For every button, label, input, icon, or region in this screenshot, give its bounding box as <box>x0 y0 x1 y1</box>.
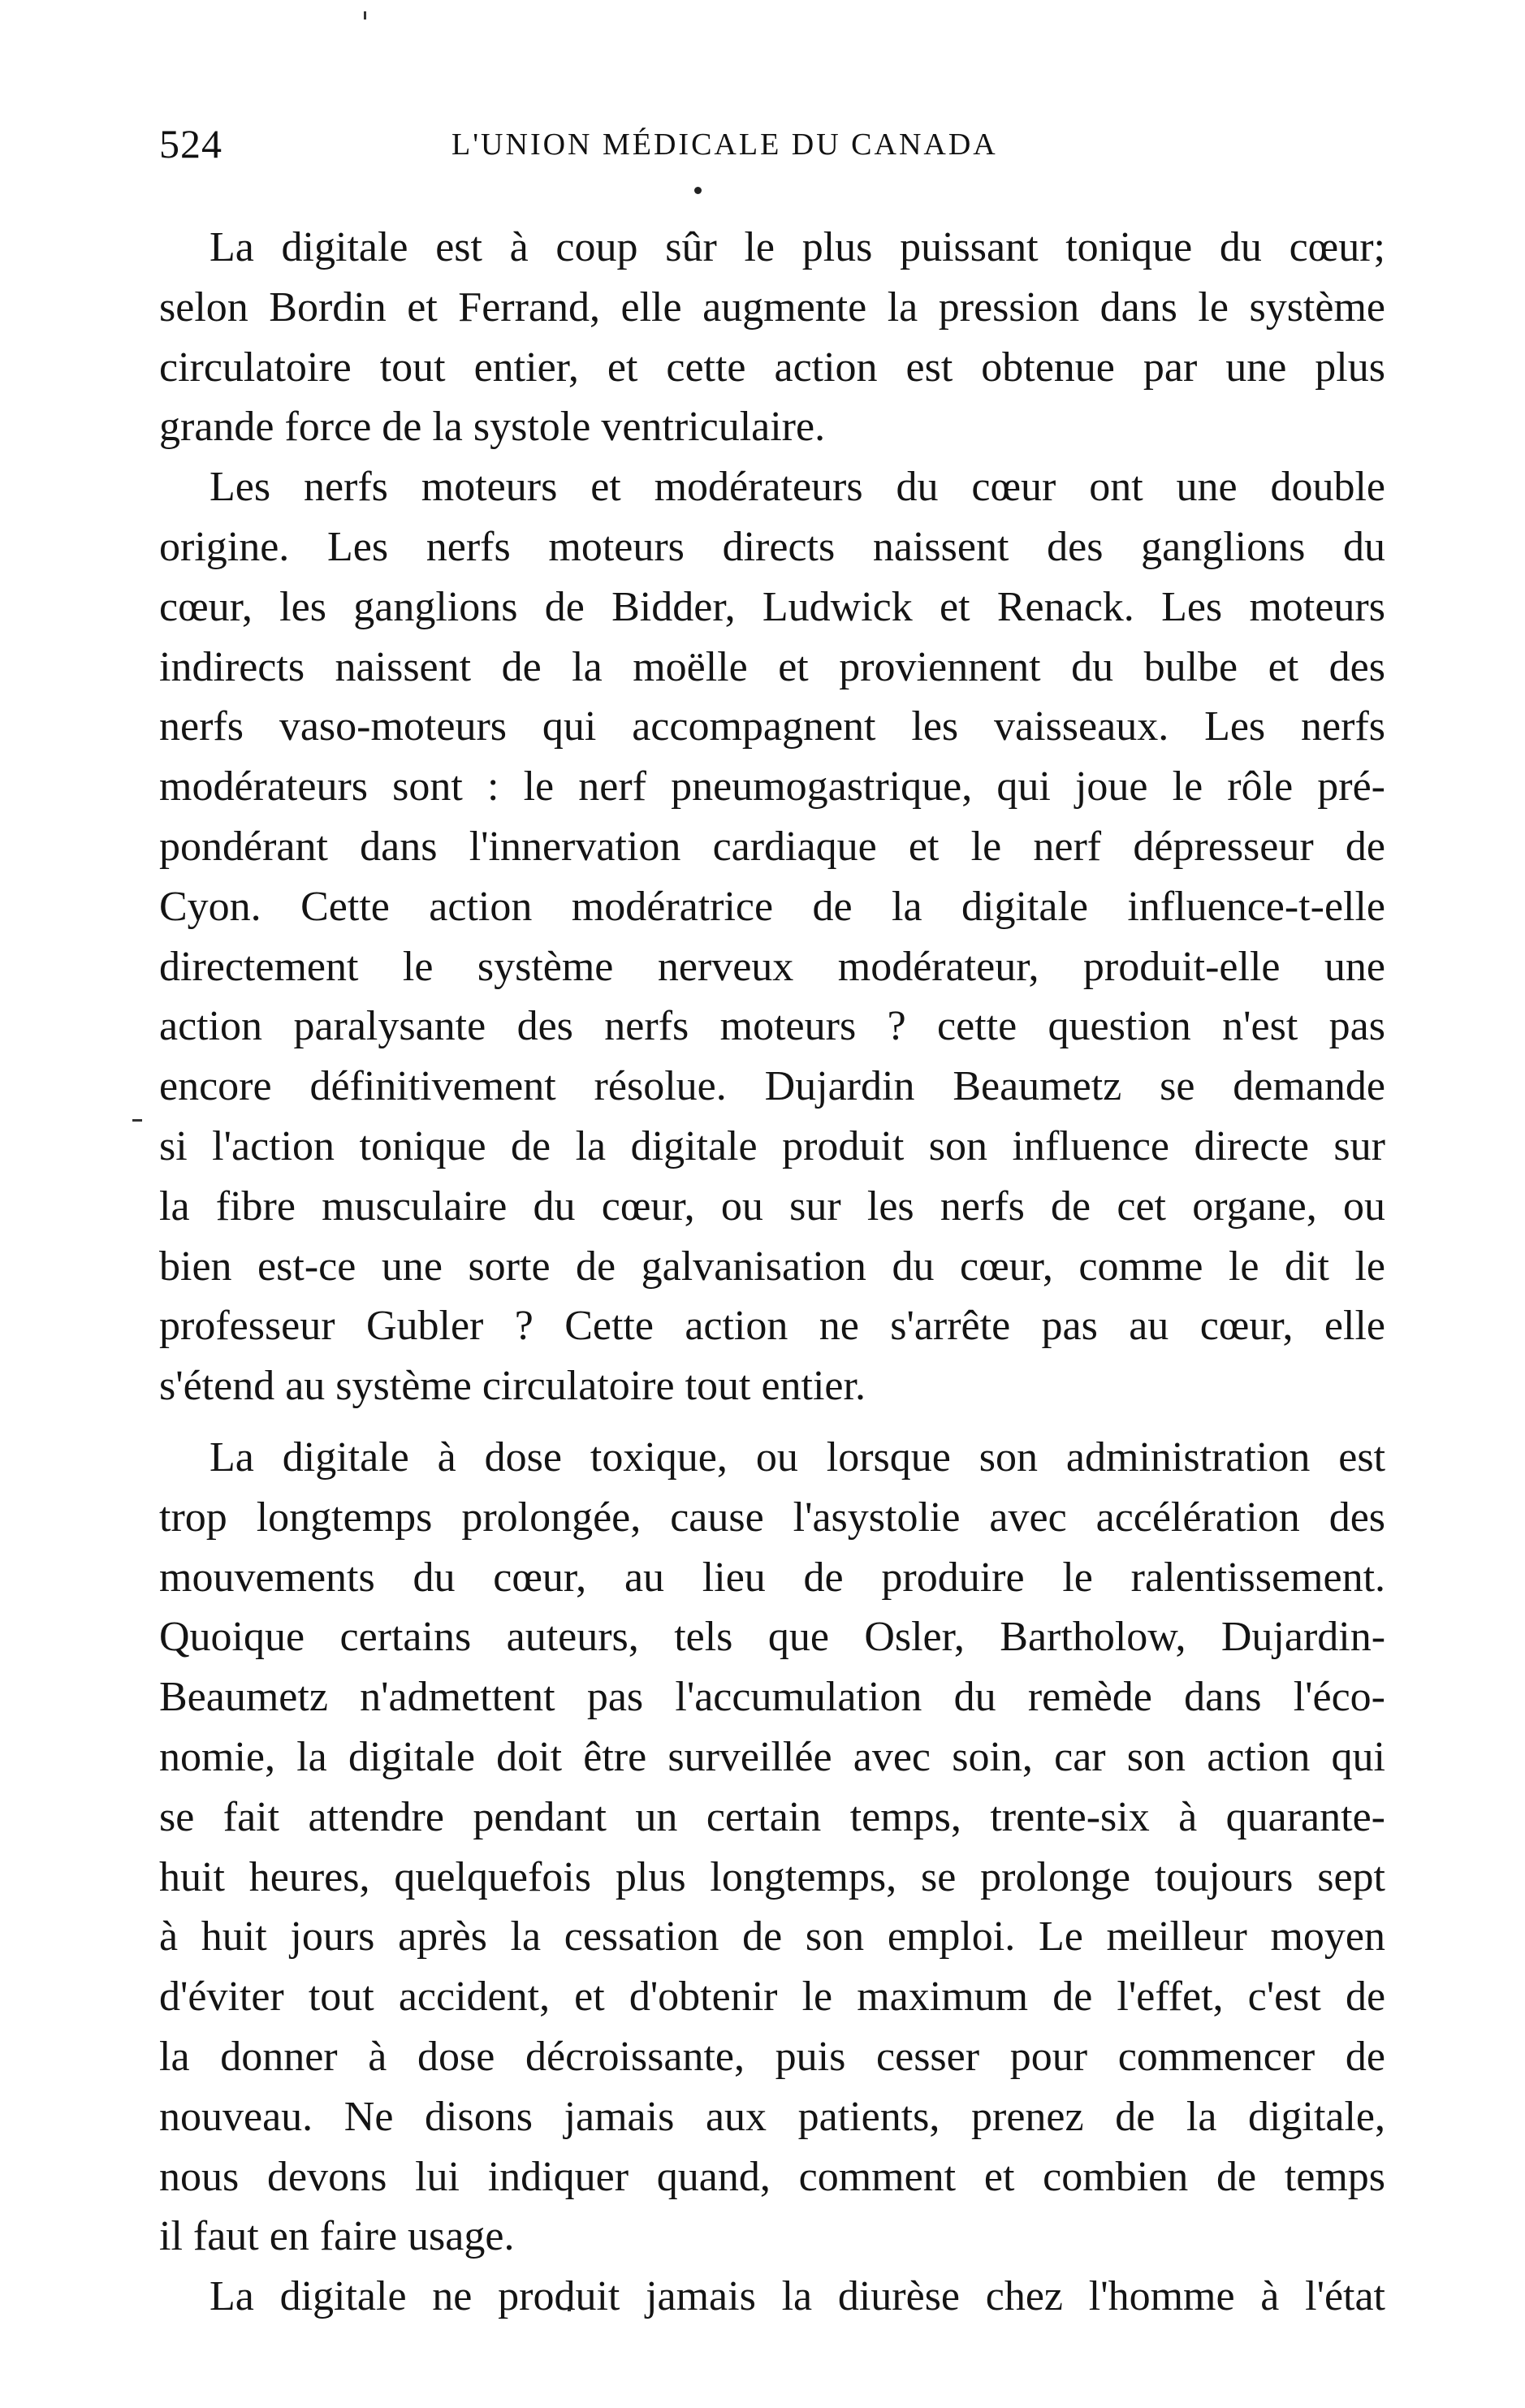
text-line: indirects naissent de la moëlle et proviennent du bulbe et des <box>159 643 1385 690</box>
text-line: huit heures, quelquefois plus longtemps, se prolonge toujours sept <box>159 1853 1385 1900</box>
text-line: nerfs vaso-moteurs qui accompagnent les vaisseaux. Les nerfs <box>159 703 1385 750</box>
text-line: il faut en faire usage. <box>159 2213 515 2260</box>
text-line: Beaumetz n'admettent pas l'accumulation du remède dans l'éco- <box>159 1674 1385 1721</box>
text-line: si l'action tonique de la digitale produit son influence directe sur <box>159 1122 1385 1169</box>
paragraph-4 <box>159 2267 1385 2327</box>
text-line: trop longtemps prolongée, cause l'asystolie avec accélération des <box>159 1494 1385 1541</box>
body-text <box>159 218 1385 2327</box>
text-line: grande force de la systole ventriculaire. <box>159 404 826 451</box>
text-line: pondérant dans l'innervation cardiaque et le nerf dépresseur de <box>159 823 1385 870</box>
text-line: la fibre musculaire du cœur, ou sur les nerfs de cet organe, ou <box>159 1182 1385 1230</box>
text-line: La digitale est à coup sûr le plus puissant tonique du cœur; <box>210 224 1385 270</box>
text-line: Les nerfs moteurs et modérateurs du cœur ont une double <box>210 464 1385 511</box>
paragraph-spacer <box>159 1416 1385 1428</box>
running-head <box>159 120 1385 169</box>
text-line: Quoique certains auteurs, tels que Osler, Bartholow, Dujardin- <box>159 1614 1385 1661</box>
paragraph-1 <box>159 218 1385 457</box>
text-line: à huit jours après la cessation de son emploi. Le meilleur moyen <box>159 1913 1385 1961</box>
text-line: action paralysante des nerfs moteurs ? cette question n'est pas <box>159 1003 1385 1050</box>
text-line: cœur, les ganglions de Bidder, Ludwick et Renack. Les moteurs <box>159 583 1385 630</box>
text-line: nomie, la digitale doit être surveillée avec soin, car son action qui <box>159 1733 1385 1780</box>
text-line: La digitale ne produit jamais la diurèse chez l'homme à l'état <box>210 2273 1385 2320</box>
decorative-dot <box>694 187 702 194</box>
page-number: 524 <box>159 121 222 166</box>
journal-title: L'UNION MÉDICALE DU CANADA <box>451 128 998 162</box>
text-line: nous devons lui indiquer quand, comment et combien de temps <box>159 2153 1385 2200</box>
text-line: circulatoire tout entier, et cette action est obtenue par une plus <box>159 344 1385 391</box>
paragraph-3 <box>159 1428 1385 2267</box>
text-line: Cyon. Cette action modératrice de la digitale influence-t-elle <box>159 883 1385 930</box>
text-line: professeur Gubler ? Cette action ne s'arrête pas au cœur, elle <box>159 1303 1385 1350</box>
text-line: encore définitivement résolue. Dujardin Beaumetz se demande <box>159 1063 1385 1110</box>
text-line: nouveau. Ne disons jamais aux patients, prenez de la digitale, <box>159 2093 1385 2140</box>
text-line: modérateurs sont : le nerf pneumogastrique, qui joue le rôle pré- <box>159 763 1385 811</box>
text-line: la donner à dose décroissante, puis cesser pour commencer de <box>159 2033 1385 2080</box>
text-line: origine. Les nerfs moteurs directs naissent des ganglions du <box>159 523 1385 570</box>
margin-mark <box>132 1119 142 1122</box>
text-line: se fait attendre pendant un certain temps, trente-six à quarante- <box>159 1793 1385 1840</box>
text-line: La digitale à dose toxique, ou lorsque son administration est <box>210 1433 1385 1481</box>
text-line: s'étend au système circulatoire tout entier. <box>159 1363 866 1410</box>
paragraph-2 <box>159 457 1385 1416</box>
text-line: mouvements du cœur, au lieu de produire le ralentissement. <box>159 1554 1385 1601</box>
text-line: bien est-ce une sorte de galvanisation du cœur, comme le dit le <box>159 1243 1385 1290</box>
text-line: d'éviter tout accident, et d'obtenir le maximum de l'effet, c'est de <box>159 1974 1385 2021</box>
text-line: selon Bordin et Ferrand, elle augmente la pression dans le système <box>159 283 1385 331</box>
margin-mark <box>364 11 366 19</box>
text-line: directement le système nerveux modérateur, produit-elle une <box>159 943 1385 990</box>
